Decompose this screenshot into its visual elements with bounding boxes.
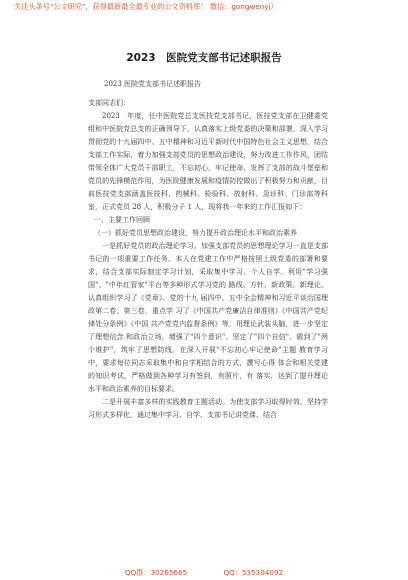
section-heading: 一、主要工作回顾 xyxy=(94,216,150,224)
bottom-banner xyxy=(0,566,408,580)
paragraph-practice: 二是开展丰富多样的实践教育主题活动。为使支部学习取得时效，坚持学习形式多样化，通过集中学习、自学、支部书记讲党课、结合 xyxy=(88,398,328,419)
paragraph-intro: 2023 年度，任中医院党总支医技党支部书记，医技党支部在卫健委党组和中医院党总支的正确领导下，认真落实上级党委的决策和部署，深入学习贯彻党的十九届四中、五中精神和习近平新时代中国特色社会主义思想，结合支部工作实际，着力加强支部党员的思想政治建设，努力改进工作作风，团结带领全体广大党员干部职工，不忘初心，牢记使命，发挥了支部的战斗堡垒和党员的先锋模范作用，为医院健康发展和疫情防控做出了积极努力和贡献，目前医技党支部涵盖医技科、药械科、检验科、放射科、急诊科、门诊部等科室，正式党员 28 人，积极分子 1 人，现将我一年来的工作汇报如下： xyxy=(88,112,328,211)
document-body xyxy=(88,78,328,422)
paragraph-study: 一是抓好党员的政治理论学习。加强支部党员的思想理论学习一直是支部书记的一项重要工作任务。本人在党建工作中严格按照上级党委的部署和要求，结合支部实际制定学习计划，采取集中学习、个人自学、利用"学习强国"、"中年红管家"平台等多种形式学习党的 路线、方针、新政策、新理论。认真组织学习了《党章》、党的十九 届四中、五中全会精神和习近平谈治国理政第二卷、第三卷，重点学 习了《中国共产党廉洁自律准则》《中国共产党纪律处分条例》《中国 共产党党内监督条例》等，用理论武装头脑，进一步坚定了理想信念 和政治立场，增强了"四个意识"、坚定了"四个自信"、做到了"两 个维护"，筑牢了思想防线。在深入开展"不忘初心牢记使命"主题 教育学习中，要求每位同志采取集中和自学相结合的方式，撰写心得 体会和相关党建的知识考试，严格做到各种学习有签到，有照片，有 落实，达到了提升理论水平和政治素养的目标要求。 xyxy=(88,242,328,393)
qq-group-text: QQ群：30265665 xyxy=(124,568,188,577)
top-banner: 关注头条号"公文研究"，获得最新最全最专业的公文资料库！ 微信：gongwenyj） xyxy=(0,0,408,14)
qq-contact-text: QQ：535304092 xyxy=(223,568,284,577)
greeting: 支部同志们： xyxy=(88,99,130,107)
subsection-heading: （一）抓好党员思想政治建设，努力提升政治理论水平和政治素养 xyxy=(94,229,297,237)
page-title: 2023 医院党支部书记述职报告 xyxy=(126,52,282,64)
subtitle: 2023 医院党支部书记述职报告 xyxy=(104,80,202,88)
